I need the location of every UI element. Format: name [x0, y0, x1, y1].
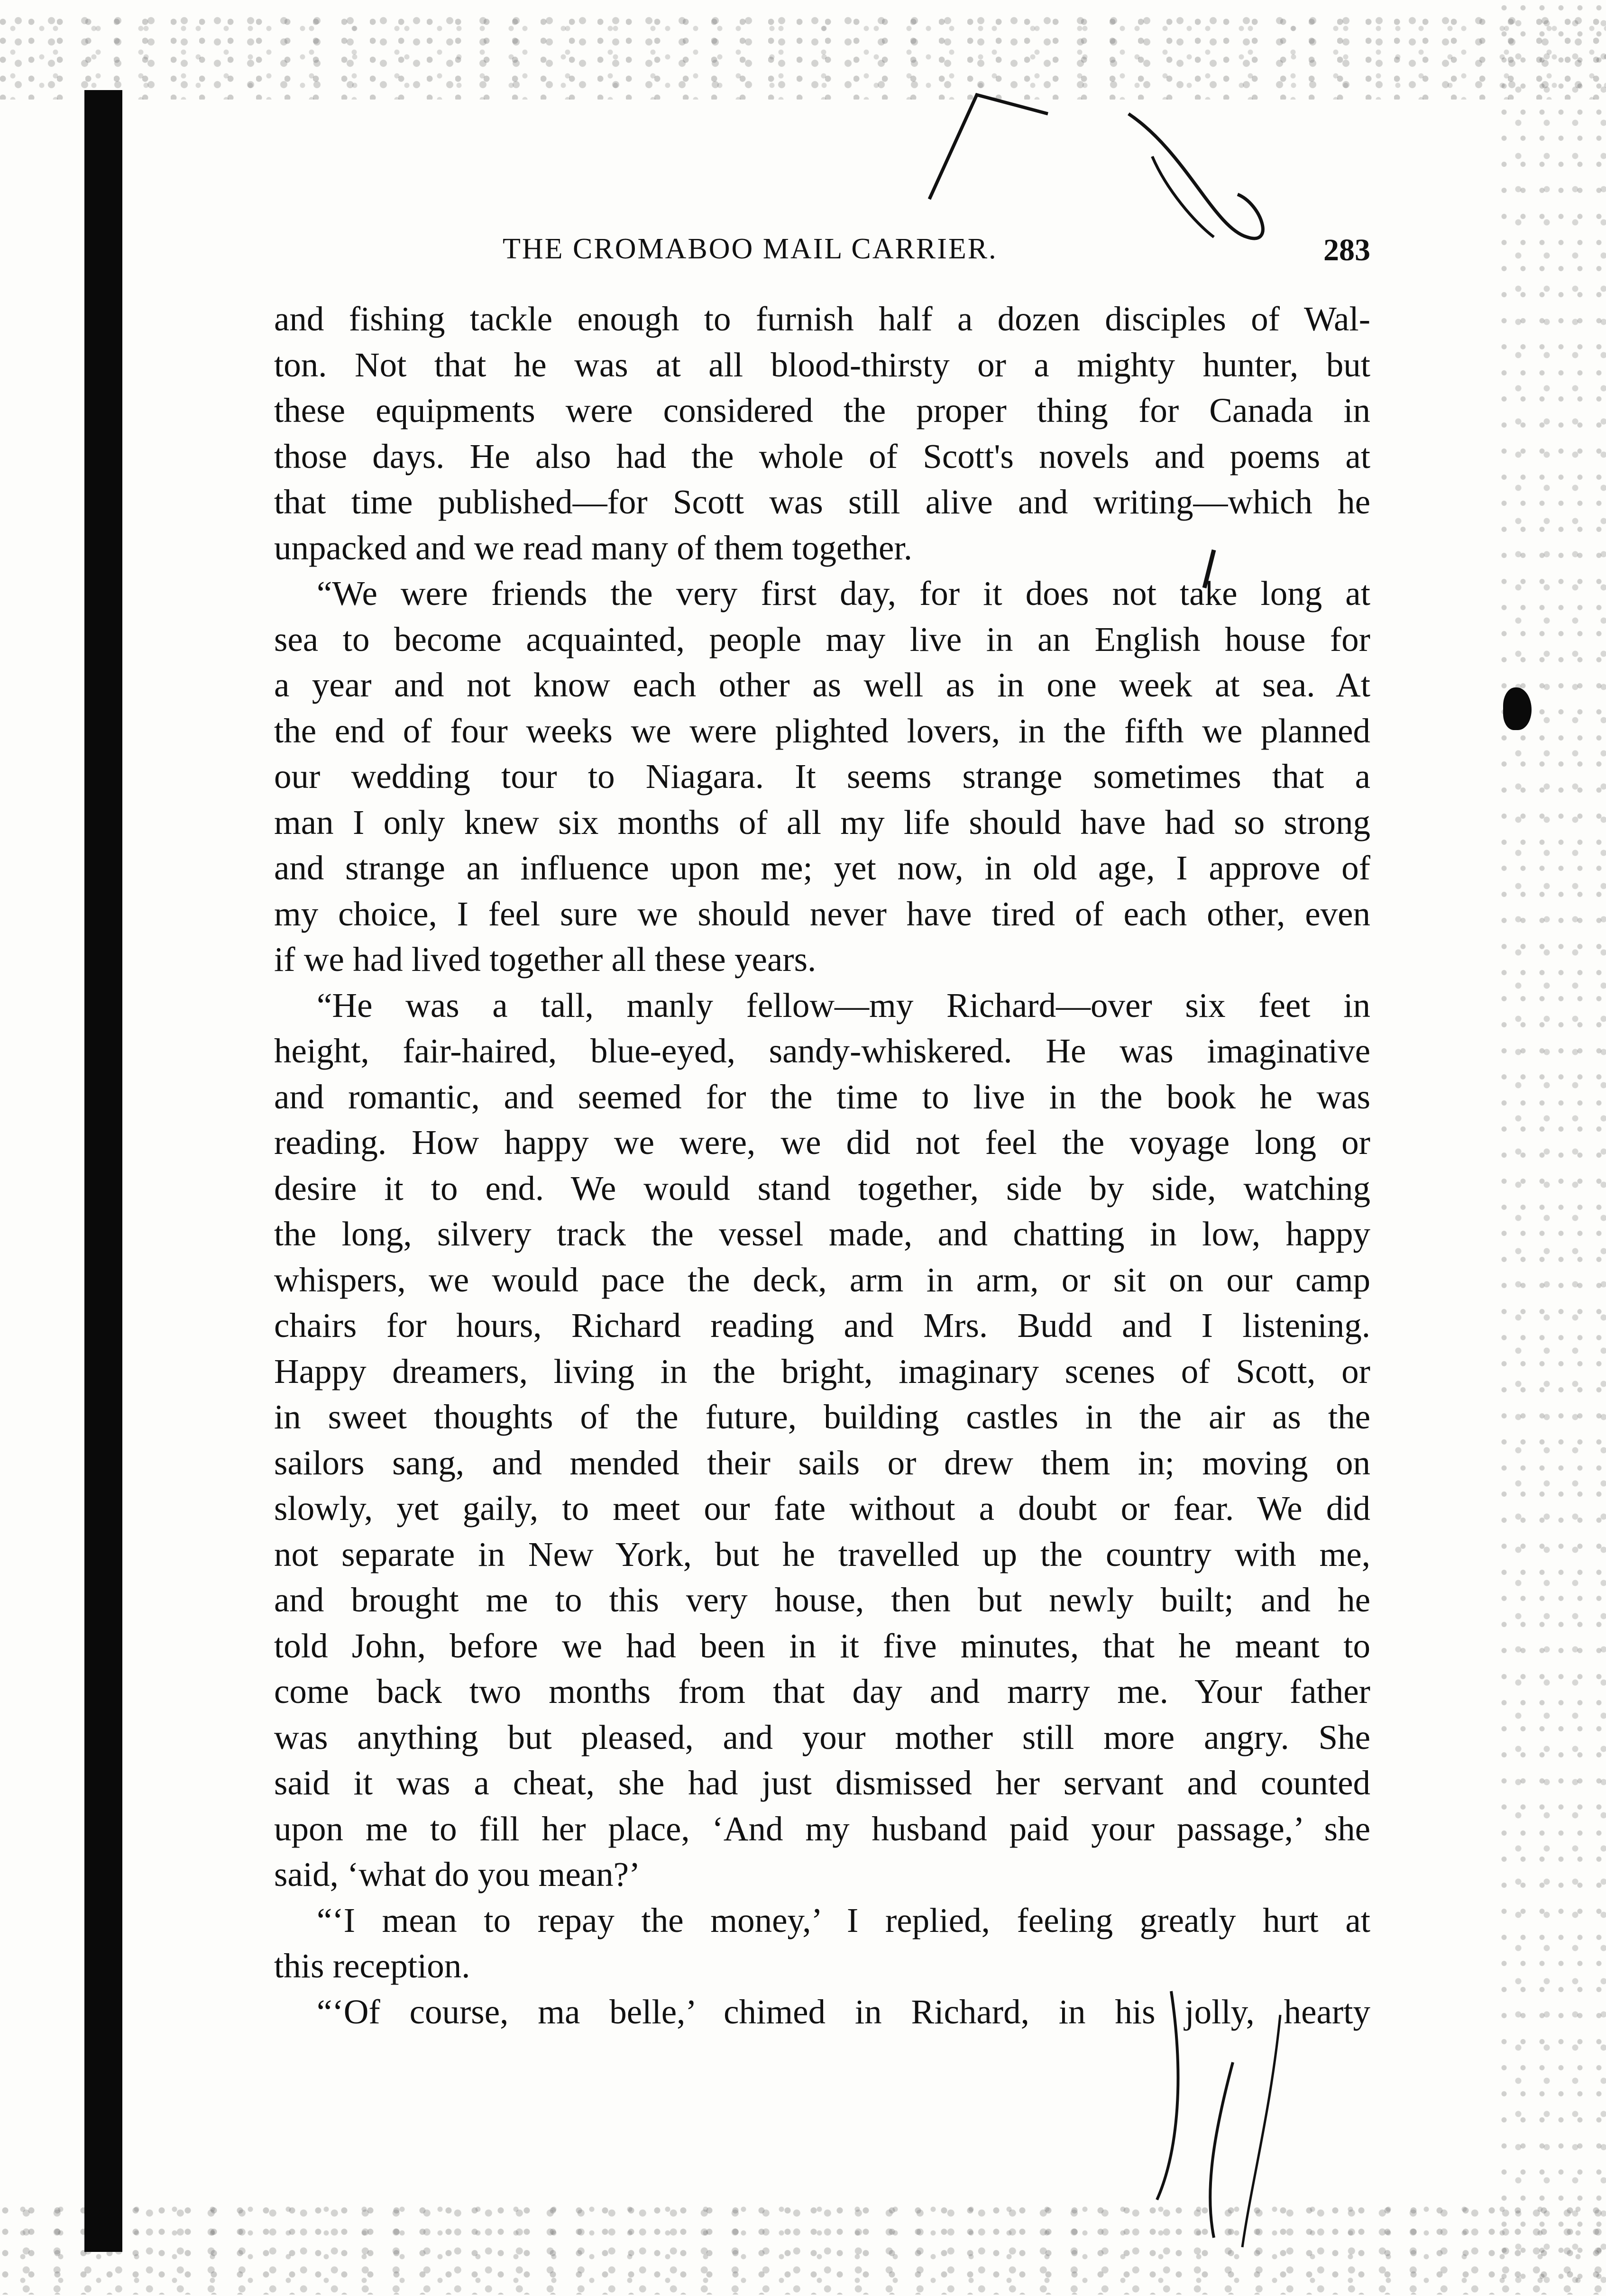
text-line: the end of four weeks we were plighted lovers, in the fifth we planned	[274, 711, 1370, 750]
text-line: the long, silvery track the vessel made, and chatting in low, happy	[274, 1215, 1370, 1253]
text-line: chairs for hours, Richard reading and Mrs. Budd and I listening.	[274, 1306, 1370, 1345]
scan-noise-right-edge	[1498, 0, 1606, 2296]
text-line: ton. Not that he was at all blood-thirsty or a mighty hunter, but	[274, 345, 1370, 384]
text-line: whispers, we would pace the deck, arm in arm, or sit on our camp	[274, 1260, 1370, 1299]
text-line: that time published—for Scott was still alive and writing—which he	[274, 483, 1370, 521]
text-line: and strange an influence upon me; yet now, in old age, I approve of	[274, 849, 1370, 887]
text-line: “He was a tall, manly fellow—my Richard—over six feet in	[317, 986, 1370, 1025]
text-line: told John, before we had been in it five minutes, that he meant to	[274, 1626, 1370, 1665]
text-line: “We were friends the very first day, for it does not take long at	[317, 574, 1370, 613]
text-line: this reception.	[274, 1947, 470, 1985]
text-line: slowly, yet gaily, to meet our fate without a doubt or fear. We did	[274, 1489, 1370, 1528]
text-line: not separate in New York, but he travelled up the country with me,	[274, 1535, 1370, 1573]
text-line: desire it to end. We would stand together, side by side, watching	[274, 1169, 1370, 1207]
text-line: reading. How happy we were, we did not feel the voyage long or	[274, 1123, 1370, 1162]
text-line: a year and not know each other as well as in one week at sea. At	[274, 666, 1370, 704]
text-line: come back two months from that day and marry me. Your father	[274, 1672, 1370, 1711]
binding-shadow-bar	[84, 90, 122, 2252]
text-line: height, fair-haired, blue-eyed, sandy-whiskered. He was imaginative	[274, 1032, 1370, 1070]
text-line: unpacked and we read many of them together.	[274, 528, 912, 567]
scan-noise-top	[0, 14, 1606, 100]
page-number: 283	[1323, 233, 1370, 267]
running-head-title: THE CROMABOO MAIL CARRIER.	[503, 233, 998, 265]
scratch-top-2	[1129, 114, 1263, 238]
text-line: my choice, I feel sure we should never have tired of each other, even	[274, 894, 1370, 933]
running-head	[284, 232, 1370, 275]
text-line: said it was a cheat, she had just dismissed her servant and counted	[274, 1764, 1370, 1802]
text-line: man I only knew six months of all my life should have had so strong	[274, 803, 1370, 842]
text-line: these equipments were considered the proper thing for Canada in	[274, 391, 1370, 430]
text-line: was anything but pleased, and your mother still more angry. She	[274, 1718, 1370, 1756]
text-line: in sweet thoughts of the future, building castles in the air as the	[274, 1398, 1370, 1436]
scratch-top-3	[1152, 156, 1214, 237]
text-line: if we had lived together all these years.	[274, 940, 817, 979]
text-line: Happy dreamers, living in the bright, imaginary scenes of Scott, or	[274, 1352, 1370, 1390]
text-line: upon me to fill her place, ‘And my husband paid your passage,’ she	[274, 1809, 1370, 1848]
text-line: and brought me to this very house, then but newly built; and he	[274, 1581, 1370, 1619]
text-line: sea to become acquainted, people may live in an English house for	[274, 620, 1370, 659]
body-text	[274, 296, 1370, 2035]
text-line: “‘I mean to repay the money,’ I replied, feeling greatly hurt at	[317, 1901, 1370, 1939]
text-line: those days. He also had the whole of Scott's novels and poems at	[274, 437, 1370, 476]
text-line: our wedding tour to Niagara. It seems strange sometimes that a	[274, 757, 1370, 796]
text-line: sailors sang, and mended their sails or drew them in; moving on	[274, 1443, 1370, 1482]
text-line: and fishing tackle enough to furnish half a dozen disciples of Wal-	[274, 300, 1370, 338]
text-line: “‘Of course, ma belle,’ chimed in Richard, in his jolly, hearty	[317, 1992, 1370, 2031]
text-line: and romantic, and seemed for the time to live in the book he was	[274, 1077, 1370, 1116]
text-line: said, ‘what do you mean?’	[274, 1855, 641, 1894]
scratch-top-1	[929, 95, 1048, 199]
ink-blot	[1503, 687, 1532, 730]
scan-noise-bottom	[0, 2200, 1606, 2295]
